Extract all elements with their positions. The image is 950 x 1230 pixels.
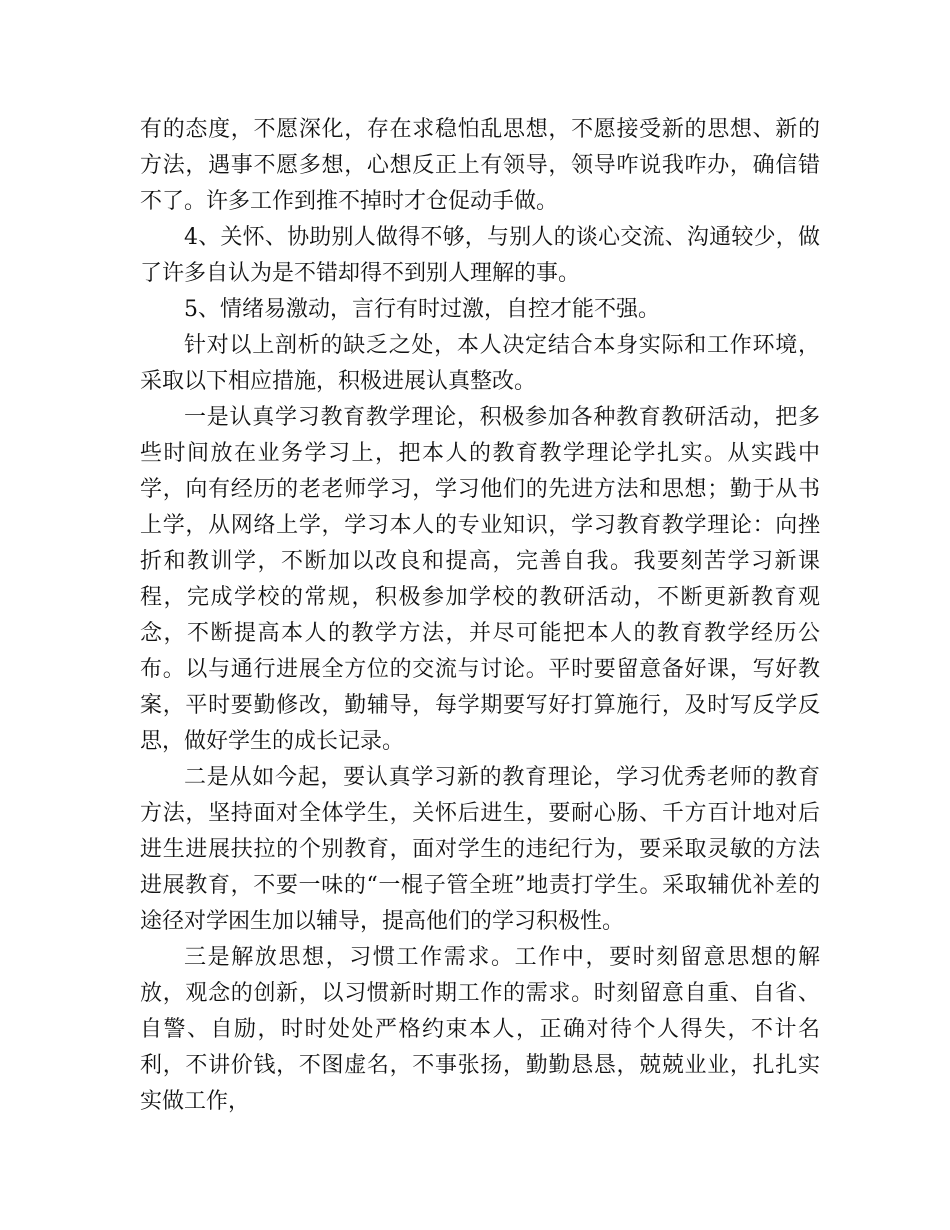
paragraph-7: 三是解放思想，习惯工作需求。工作中，要时刻留意思想的解放，观念的创新，以习惯新时期工作的需求。时刻留意自重、自省、自警、自励，时时处处严格约束本人，正确对待个人得失，不计名利，不讲价钱，不图虚名，不事张扬，勤勤恳恳，兢兢业业，扎扎实实做工作， (140, 945, 820, 1114)
paragraph-1: 有的态度，不愿深化，存在求稳怕乱思想，不愿接受新的思想、新的方法，遇事不愿多想，心想反正上有领导，领导咋说我咋办，确信错不了。许多工作到推不掉时才仓促动手做。 (140, 117, 820, 214)
paragraph-4: 针对以上剖析的缺乏之处，本人决定结合本身实际和工作环境，采取以下相应措施，积极进展认真整改。 (140, 333, 820, 394)
paragraph-6: 二是从如今起，要认真学习新的教育理论，学习优秀老师的教育方法，坚持面对全体学生，关怀后进生，要耐心肠、千方百计地对后进生进展扶拉的个别教育，面对学生的违纪行为，要采取灵敏的方法进展教育，不要一味的“一棍子管全班”地责打学生。采取辅优补差的途径对学困生加以辅导，提高他们的学习积极性。 (140, 765, 820, 934)
paragraph-2: 4、关怀、协助别人做得不够，与别人的谈心交流、沟通较少，做了许多自认为是不错却得不到别人理解的事。 (140, 225, 820, 286)
paragraph-5: 一是认真学习教育教学理论，积极参加各种教育教研活动，把多些时间放在业务学习上，把本人的教育教学理论学扎实。从实践中学，向有经历的老老师学习，学习他们的先进方法和思想；勤于从书上学，从网络上学，学习本人的专业知识，学习教育教学理论：向挫折和教训学，不断加以改良和提高，完善自我。我要刻苦学习新课程，完成学校的常规，积极参加学校的教研活动，不断更新教育观念，不断提高本人的教学方法，并尽可能把本人的教育教学经历公布。以与通行进展全方位的交流与讨论。平时要留意备好课，写好教案，平时要勤修改，勤辅导，每学期要写好打算施行，及时写反学反思，做好学生的成长记录。 (140, 405, 820, 754)
paragraph-3: 5、情绪易激动，言行有时过激，自控才能不强。 (184, 297, 660, 322)
document-body (140, 112, 820, 1120)
